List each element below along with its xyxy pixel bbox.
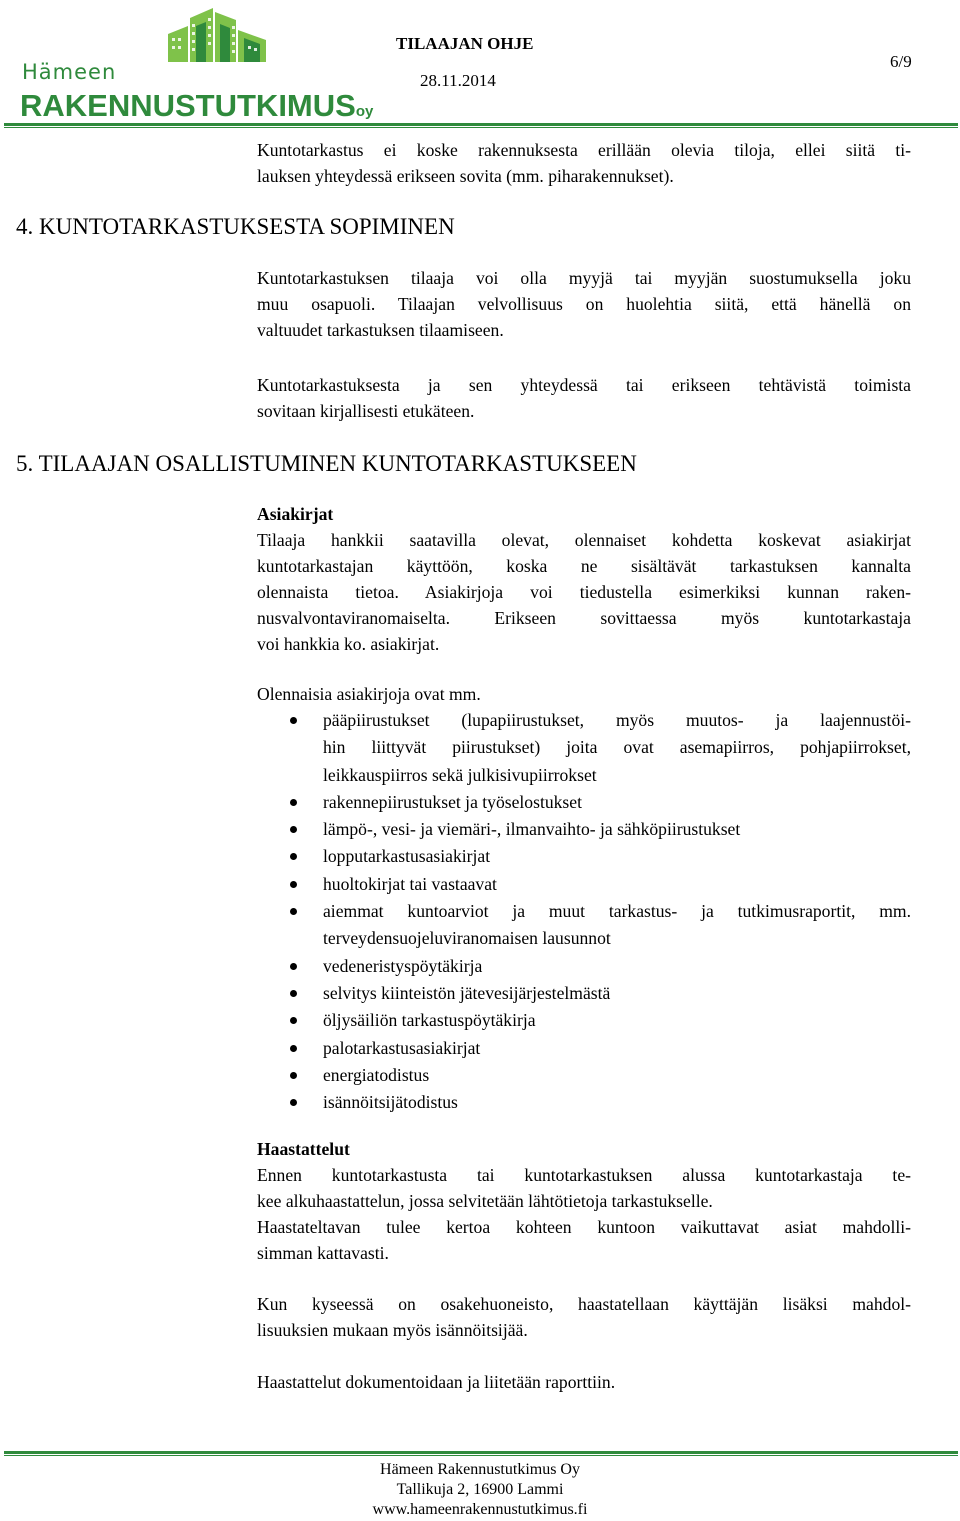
list-item (257, 871, 911, 898)
text-line: rakennepiirustukset ja työselostukset (323, 791, 582, 812)
bullet-icon (290, 963, 297, 970)
asiakirjat-subheading: Asiakirjat (257, 504, 334, 524)
list-item (257, 953, 911, 980)
text-line: simman kattavasti. (257, 1243, 389, 1263)
page-header (0, 0, 960, 130)
asiakirjat-paragraph (257, 527, 911, 657)
text-line: leikkauspiirros sekä julkisivupiirrokset (323, 764, 597, 785)
text-line: lisuuksien mukaan myös isännöitsijää. (257, 1320, 528, 1340)
text-line: vedeneristyspöytäkirja (323, 955, 483, 976)
text-line: isännöitsijätodistus (323, 1092, 458, 1113)
bullet-icon (290, 853, 297, 860)
text-line: kuntotarkastajan käyttöön, koska ne sisältävät tarkastuksen kannalta (257, 556, 911, 576)
list-item (257, 1089, 911, 1116)
haastattelut-paragraph-1 (257, 1162, 911, 1266)
bullet-icon (290, 990, 297, 997)
bullet-icon (290, 799, 297, 806)
text-line: muu osapuoli. Tilaajan velvollisuus on huolehtia siitä, että hänellä on (257, 294, 911, 314)
list-item (257, 1035, 911, 1062)
text-line: huoltokirjat tai vastaavat (323, 873, 497, 894)
list-item (257, 1007, 911, 1034)
list-item (257, 789, 911, 816)
bullet-icon (290, 1045, 297, 1052)
logo-main-word: RAKENNUSTUTKIMUS (20, 88, 356, 123)
text-line: palotarkastusasiakirjat (323, 1037, 481, 1058)
text-line: nusvalvontaviranomaiselta. Erikseen sovittaessa myös kuntotarkastaja (257, 608, 911, 628)
header-divider (4, 123, 958, 126)
list-item (257, 898, 911, 953)
bullet-icon (290, 826, 297, 833)
text-line: lauksen yhteydessä erikseen sovita (mm. piharakennukset). (257, 166, 674, 186)
text-line: Ennen kuntotarkastusta tai kuntotarkastuksen alussa kuntotarkastaja te- (257, 1165, 911, 1185)
company-logo (8, 4, 374, 123)
haastattelut-paragraph-2 (257, 1291, 911, 1343)
text-line: Haastattelut dokumentoidaan ja liitetään raporttiin. (257, 1372, 616, 1392)
text-line: terveydensuojeluviranomaisen lausunnot (323, 928, 611, 949)
list-item (257, 1062, 911, 1089)
section-4-paragraph-2 (257, 372, 911, 424)
bullet-icon (290, 1072, 297, 1079)
logo-word-hameen: Hämeen (22, 60, 117, 84)
list-item (257, 707, 911, 789)
documents-list-intro (257, 681, 911, 707)
text-line: Tilaaja hankkii saatavilla olevat, olennaiset kohdetta koskevat asiakirjat (257, 530, 911, 550)
text-line: öljysäiliön tarkastuspöytäkirja (323, 1010, 536, 1031)
bullet-icon (290, 717, 297, 724)
bullet-icon (290, 1099, 297, 1106)
text-line: aiemmat kuntoarviot ja muut tarkastus- ja tutkimusraportit, mm. (323, 901, 911, 922)
footer-website: www.hameenrakennustutkimus.fi (372, 1501, 588, 1518)
bullet-icon (290, 881, 297, 888)
document-title: TILAAJAN OHJE (396, 34, 534, 53)
buildings-logo-icon (8, 4, 320, 64)
logo-suffix: oy (355, 103, 374, 120)
text-line: Kuntotarkastuksesta ja sen yhteydessä tai erikseen tehtävistä toimista (257, 375, 911, 395)
section-4-paragraph-1 (257, 265, 911, 343)
text-line: kee alkuhaastattelun, jossa selvitetään lähtötietoja tarkastukselle. (257, 1191, 713, 1211)
page-number: 6/9 (890, 52, 912, 71)
footer-company: Hämeen Rakennustutkimus Oy (380, 1461, 580, 1478)
text-line: valtuudet tarkastuksen tilaamiseen. (257, 320, 504, 340)
list-item (257, 980, 911, 1007)
section-4-heading: 4. KUNTOTARKASTUKSESTA SOPIMINEN (16, 214, 455, 239)
text-line: voi hankkia ko. asiakirjat. (257, 634, 440, 654)
intro-paragraph (257, 137, 911, 189)
text-line: Kuntotarkastus ei koske rakennuksesta erillään olevia tiloja, ellei siitä ti- (257, 140, 911, 160)
text-line: Kun kyseessä on osakehuoneisto, haastatellaan käyttäjän lisäksi mahdol- (257, 1294, 911, 1314)
haastattelut-subheading: Haastattelut (257, 1139, 350, 1159)
text-line: sovitaan kirjallisesti etukäteen. (257, 401, 475, 421)
text-line: Olennaisia asiakirjoja ovat mm. (257, 684, 481, 704)
list-item (257, 843, 911, 870)
text-line: pääpiirustukset (lupapiirustukset, myös muutos- ja laajennustöi- (323, 710, 911, 730)
text-line: lämpö-, vesi- ja viemäri-, ilmanvaihto- ja sähköpiirustukset (323, 819, 741, 840)
logo-word-rakennustutkimus (20, 88, 373, 124)
page-footer (0, 1460, 960, 1520)
list-item (257, 816, 911, 843)
text-line: hin liittyvät piirustukset) joita ovat asemapiirros, pohjapiirrokset, (323, 737, 911, 758)
section-5-heading: 5. TILAAJAN OSALLISTUMINEN KUNTOTARKASTUKSEEN (16, 451, 637, 476)
bullet-icon (290, 908, 297, 915)
footer-divider-thin (4, 1455, 958, 1456)
header-divider-thin (4, 127, 958, 128)
document-date: 28.11.2014 (420, 71, 496, 90)
text-line: Kuntotarkastuksen tilaaja voi olla myyjä tai myyjän suostumuksella joku (257, 268, 911, 288)
text-line: energiatodistus (323, 1064, 430, 1085)
text-line: lopputarkastusasiakirjat (323, 846, 491, 867)
bullet-icon (290, 1017, 297, 1024)
footer-divider (4, 1451, 958, 1454)
text-line: selvitys kiinteistön jätevesijärjestelmästä (323, 982, 611, 1003)
text-line: Haastateltavan tulee kertoa kohteen kuntoon vaikuttavat asiat mahdolli- (257, 1217, 911, 1237)
haastattelut-paragraph-3 (257, 1369, 911, 1395)
text-line: olennaista tietoa. Asiakirjoja voi tiedustella esimerkiksi kunnan raken- (257, 582, 911, 602)
footer-address: Tallikuja 2, 16900 Lammi (396, 1481, 564, 1498)
documents-list (257, 707, 911, 1116)
